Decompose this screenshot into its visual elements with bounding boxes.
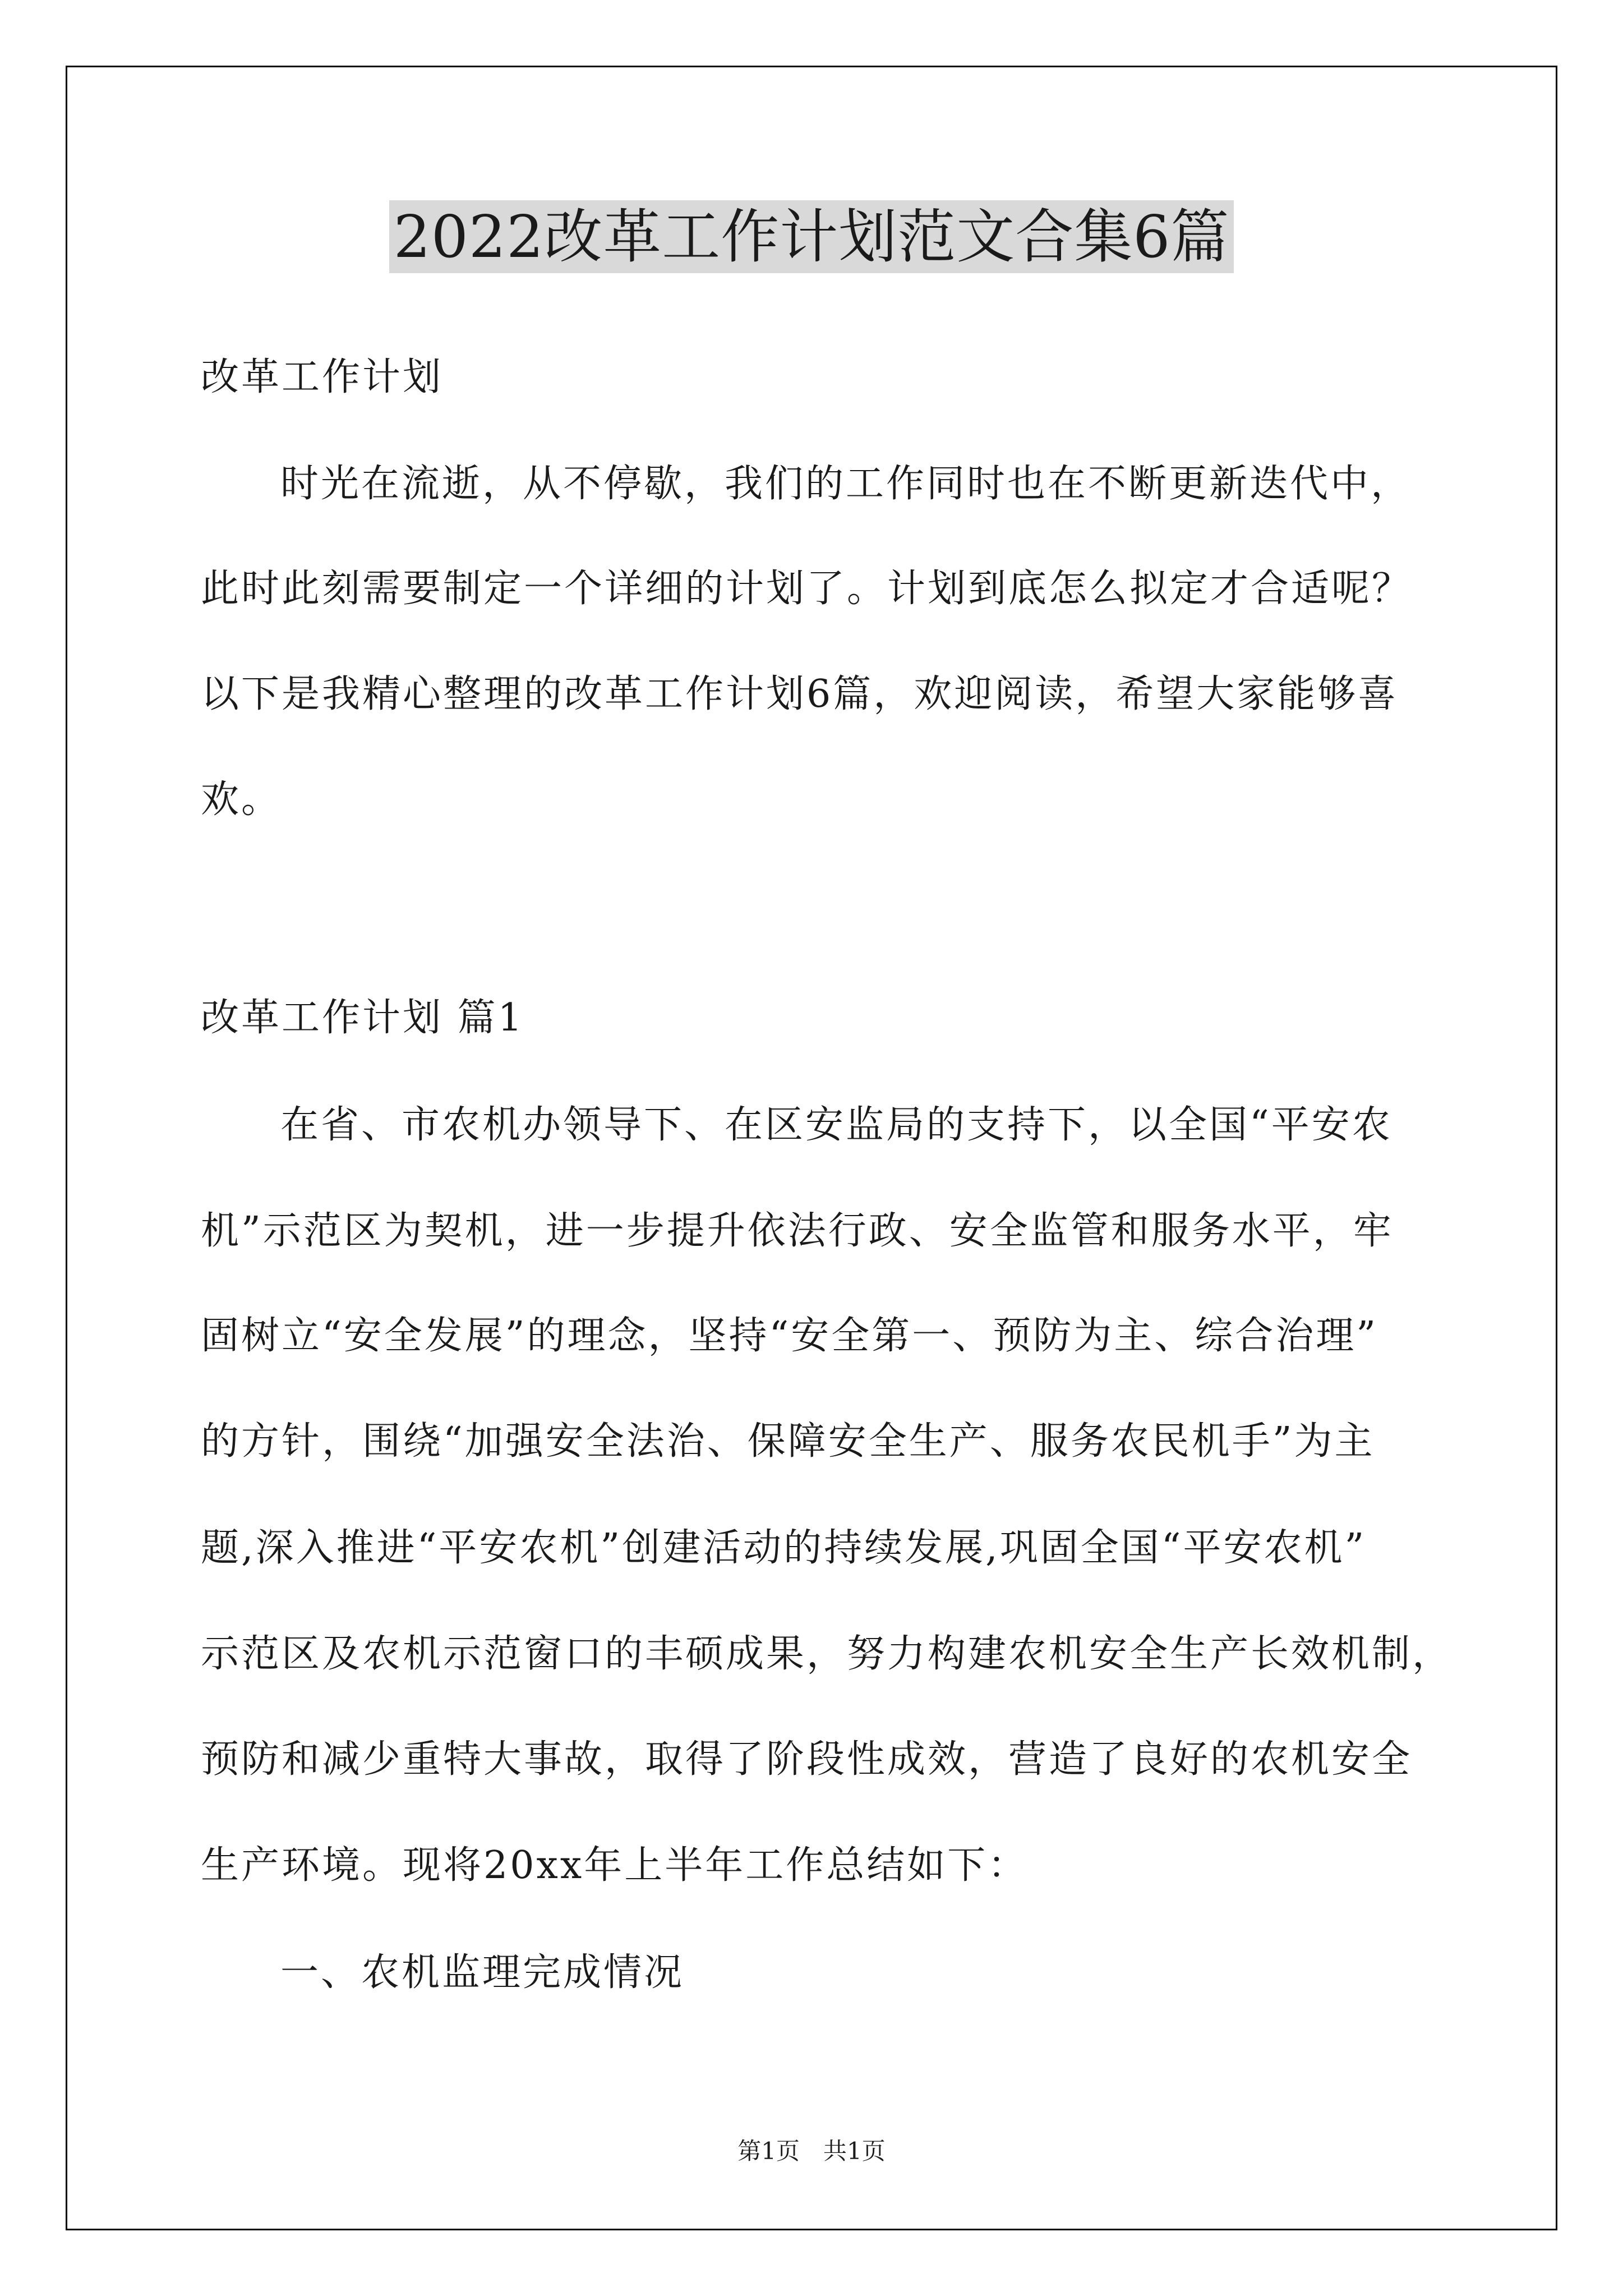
section-line-7: 预防和减少重特大事故，取得了阶段性成效，营造了良好的农机安全 bbox=[201, 1737, 1413, 1782]
intro-heading: 改革工作计划 bbox=[201, 355, 444, 399]
section-line-6: 示范区及农机示范窗口的丰硕成果，努力构建农机安全生产长效机制， bbox=[201, 1632, 1453, 1676]
section-line-4: 的方针，围绕“加强安全法治、保障安全生产、服务农民机手”为主 bbox=[201, 1419, 1375, 1464]
intro-line-4: 欢。 bbox=[201, 777, 282, 822]
title-container bbox=[0, 200, 1623, 273]
intro-line-3: 以下是我精心整理的改革工作计划6篇，欢迎阅读，希望大家能够喜 bbox=[201, 672, 1399, 716]
section-heading: 改革工作计划 篇1 bbox=[201, 996, 524, 1040]
intro-line-1: 时光在流逝，从不停歇，我们的工作同时也在不断更新迭代中， bbox=[280, 462, 1412, 506]
section-line-2: 机”示范区为契机，进一步提升依法行政、安全监管和服务水平，牢 bbox=[201, 1209, 1394, 1253]
document-title: 2022改革工作计划范文合集6篇 bbox=[389, 200, 1234, 273]
section-line-5: 题,深入推进“平安农机”创建活动的持续发展,巩固全国“平安农机” bbox=[201, 1526, 1367, 1570]
section-line-3: 固树立“安全发展”的理念，坚持“安全第一、预防为主、综合治理” bbox=[201, 1314, 1378, 1358]
page-footer: 第1页 共1页 bbox=[737, 2137, 886, 2165]
subheading: 一、农机监理完成情况 bbox=[280, 1950, 685, 1995]
section-line-1: 在省、市农机办领导下、在区安监局的支持下，以全国“平安农 bbox=[280, 1103, 1393, 1147]
intro-line-2: 此时此刻需要制定一个详细的计划了。计划到底怎么拟定才合适呢？ bbox=[201, 567, 1413, 611]
section-line-8: 生产环境。现将20xx年上半年工作总结如下： bbox=[201, 1843, 1029, 1888]
